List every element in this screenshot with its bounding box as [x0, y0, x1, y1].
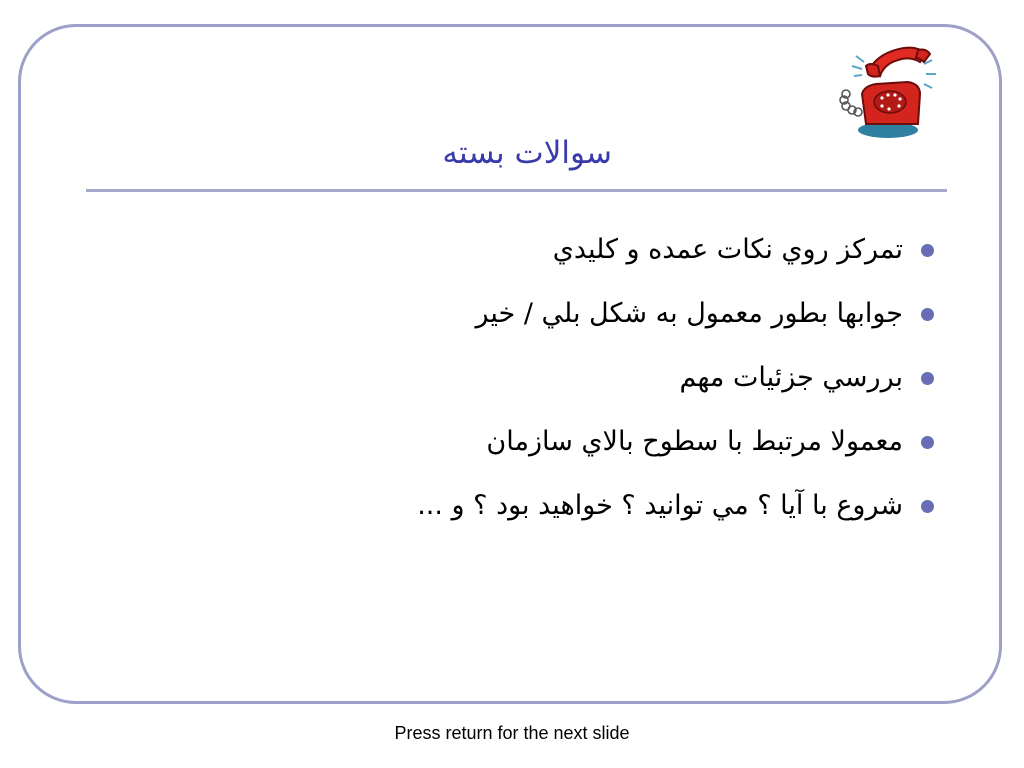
bullet-dot-icon [921, 244, 934, 257]
bullet-dot-icon [921, 372, 934, 385]
list-item [340, 474, 940, 538]
next-slide-hint: Press return for the next slide [394, 723, 630, 743]
list-item [340, 410, 940, 474]
bullet-text: معمولا مرتبط با سطوح بالاي سازمان [486, 426, 903, 457]
red-telephone-icon [832, 38, 940, 142]
bullet-dot-icon [921, 436, 934, 449]
bullet-text: شروع با آيا ؟ مي توانيد ؟ خواهيد بود ؟ و ... [417, 490, 903, 521]
list-item [340, 218, 940, 282]
title-divider [86, 189, 947, 192]
list-item [340, 282, 940, 346]
bullet-text: تمركز روي نكات عمده و كليدي [552, 234, 903, 265]
bullet-dot-icon [921, 500, 934, 513]
bullet-list [340, 218, 940, 538]
bullet-dot-icon [921, 308, 934, 321]
bullet-text: بررسي جزئيات مهم [679, 362, 903, 393]
bullet-text: جوابها بطور معمول به شكل بلي / خير [475, 298, 903, 329]
list-item [340, 346, 940, 410]
slide-title: سوالات بسته [442, 135, 612, 171]
